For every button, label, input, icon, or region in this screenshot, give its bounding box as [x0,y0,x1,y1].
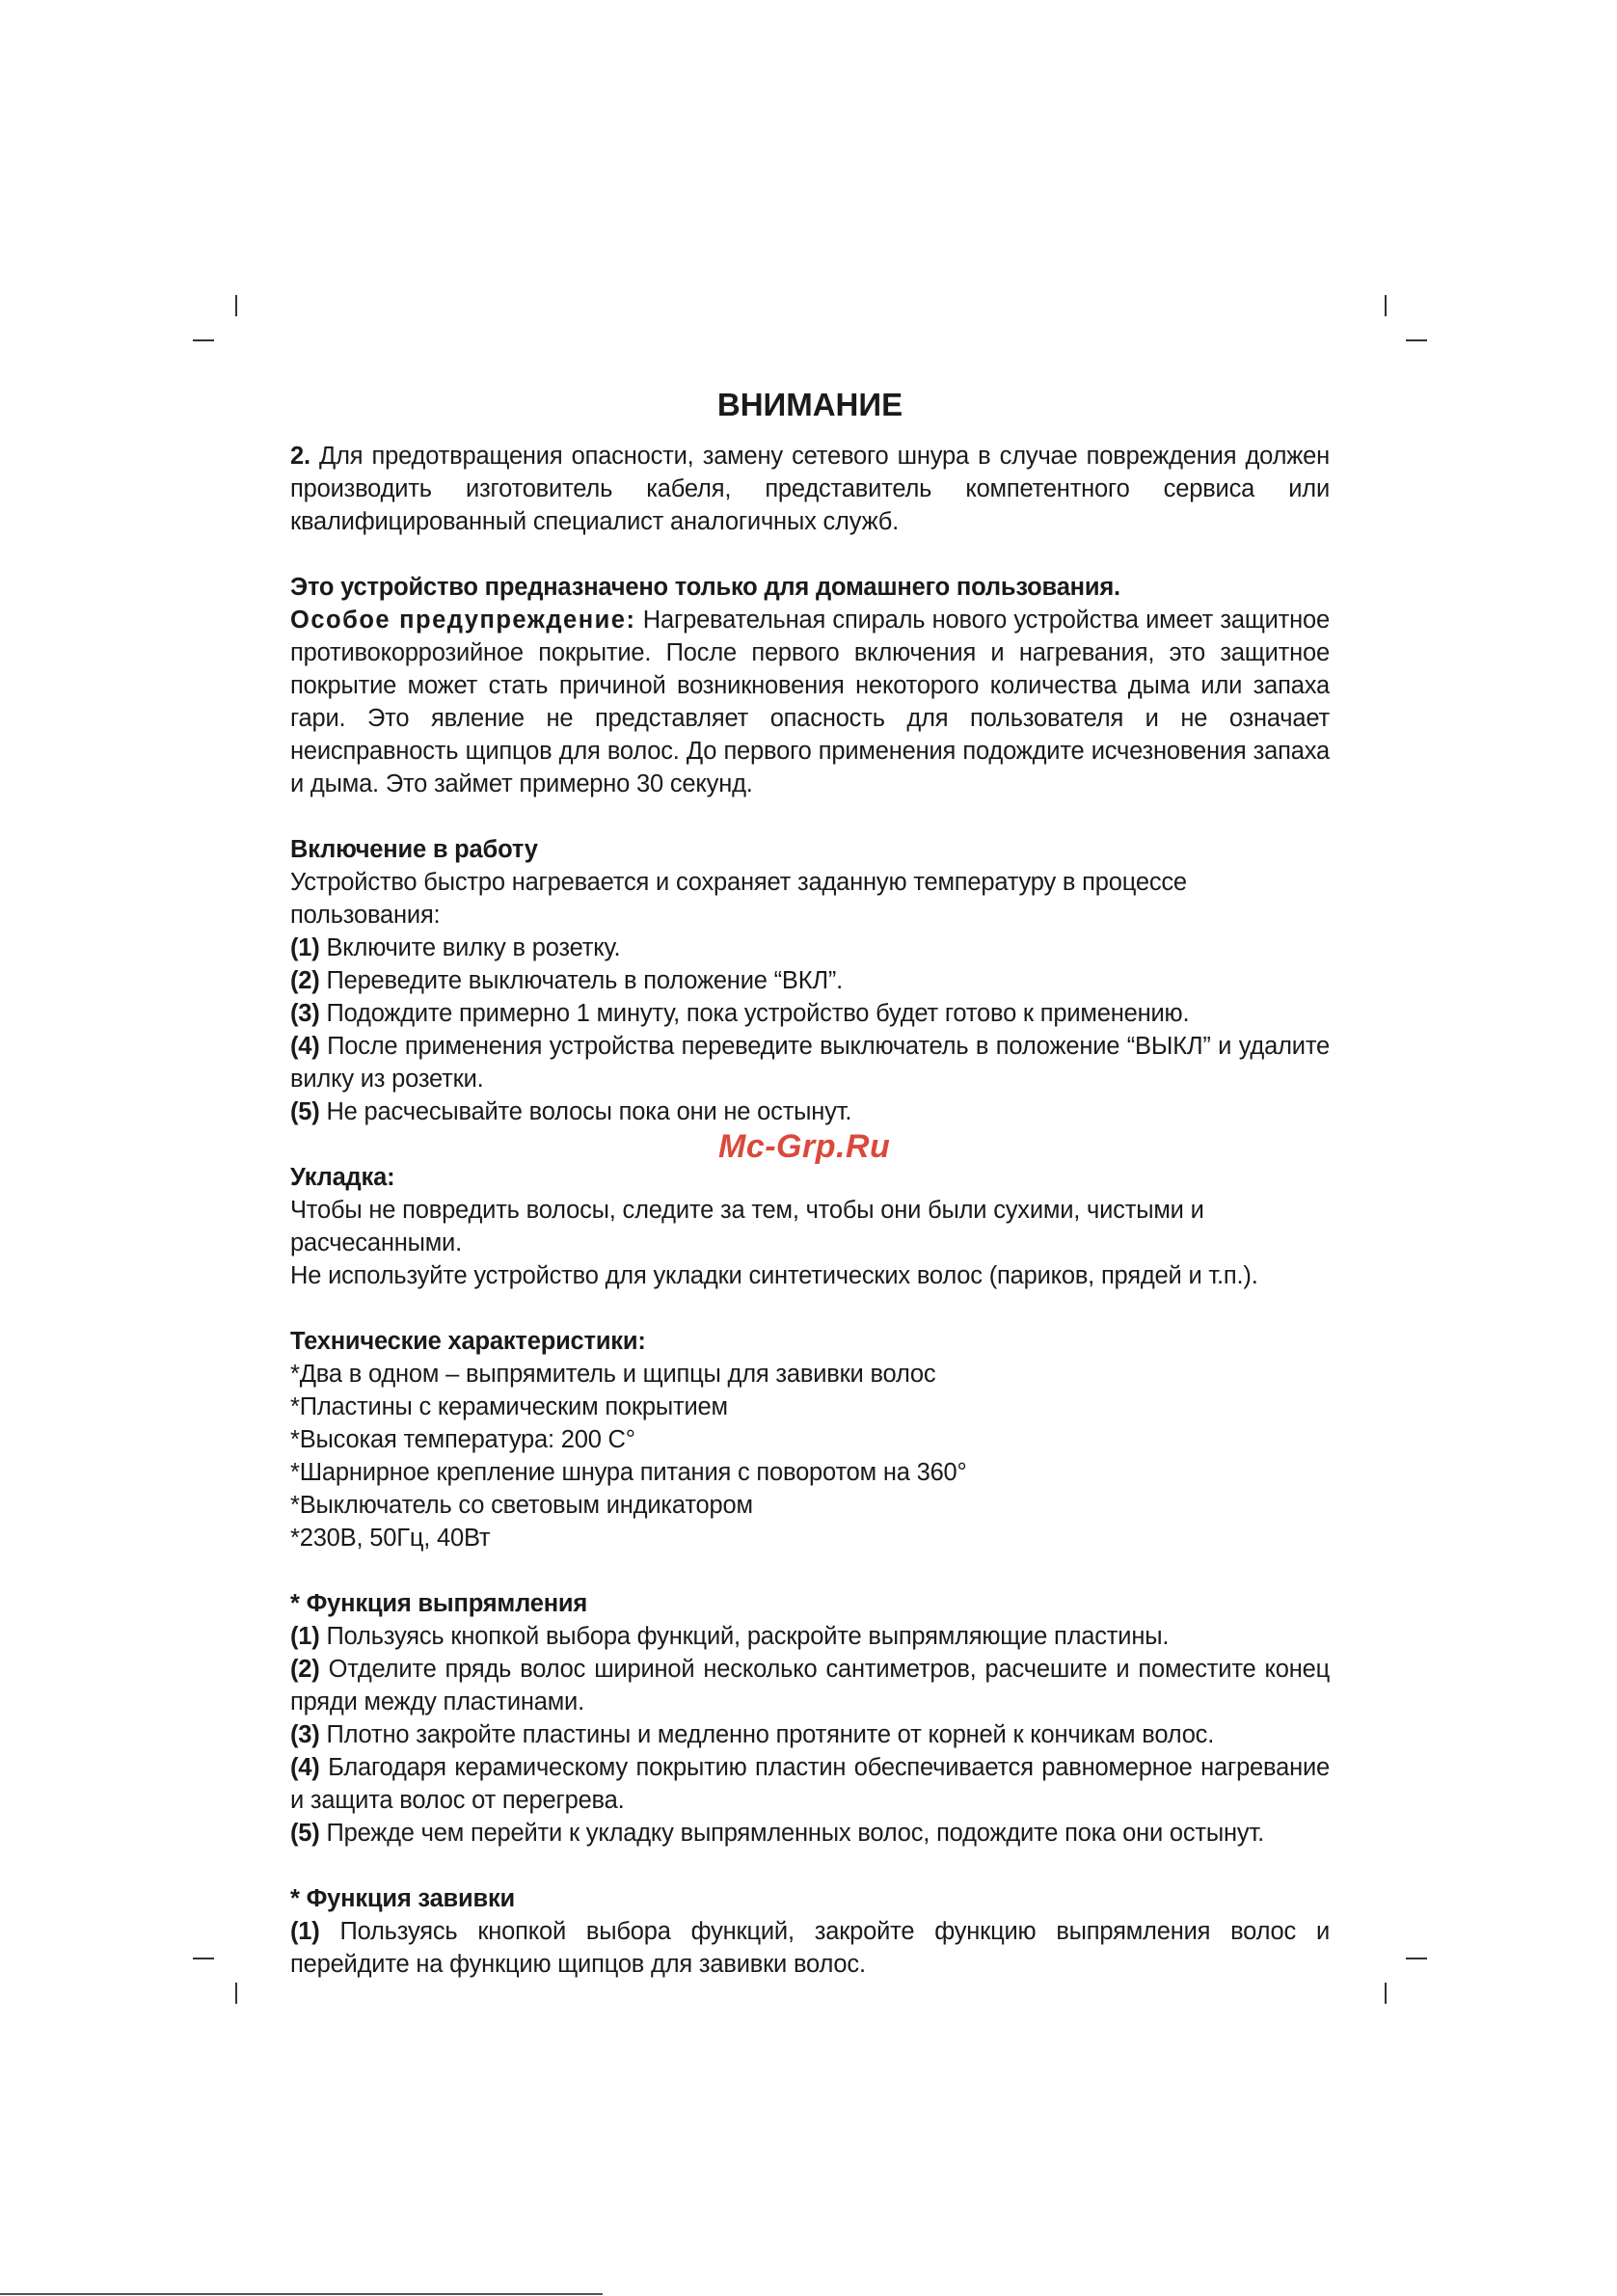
crop-mark-top-left-v [235,295,237,316]
bottom-edge-line [0,2293,603,2295]
list-item: (2) Отделите прядь волос шириной несколько сантиметров, расчешите и поместите конец пряди между пластинами. [290,1656,1330,1715]
list-item: (5) Прежде чем перейти к укладку выпрямленных волос, подождите пока они остынут. [290,1820,1264,1847]
crop-mark-bottom-right-v [1385,1983,1387,2004]
list-item: (1) Пользуясь кнопкой выбора функций, раскройте выпрямляющие пластины. [290,1623,1170,1650]
special-warning-text: Нагревательная спираль нового устройства имеет защитное противокоррозийное покрытие. После первого включения и нагревания, это защитное покрытие может стать причиной возникновения некоторого количества дыма или запаха гари. Это явление не представляет опасность для пользователя и не означает неисправность щипцов для волос. До первого применения подождите исчезновения запаха и дыма. Это займет примерно 30 секунд. [290,607,1330,797]
crop-mark-top-right-v [1385,295,1387,316]
spec-item: *Пластины с керамическим покрытием [290,1393,728,1420]
paragraph-text: Для предотвращения опасности, замену сетевого шнура в случае повреждения должен производить изготовитель кабеля, представитель компетентного сервиса или квалифицированный специалист аналогичных служб. [290,443,1330,535]
list-item: (5) Не расчесывайте волосы пока они не остынут. [290,1098,852,1125]
crop-mark-bottom-left-v [235,1983,237,2004]
list-item: (1) Пользуясь кнопкой выбора функций, закройте функцию выпрямления волос и перейдите на функцию щипцов для завивки волос. [290,1918,1330,1978]
spec-item: *230В, 50Гц, 40Вт [290,1525,491,1552]
styling-line: Не используйте устройство для укладки синтетических волос (париков, прядей и т.п.). [290,1262,1258,1289]
section-heading-curl: * Функция завивки [290,1885,516,1912]
list-item: (1) Включите вилку в розетку. [290,934,621,961]
spec-item: *Выключатель со световым индикатором [290,1492,753,1519]
paragraph-cord-replacement [290,440,1330,538]
crop-mark-bottom-right-h [1406,1958,1427,1959]
home-use-notice: Это устройство предназначено только для домашнего пользования. [290,574,1120,601]
special-warning-label: Особое предупреждение: [290,607,636,634]
page-title: ВНИМАНИЕ [716,387,903,422]
spec-item: *Два в одном – выпрямитель и щипцы для завивки волос [290,1361,936,1388]
watermark: Mc-Grp.Ru [718,1128,891,1165]
list-item: (3) Плотно закройте пластины и медленно протяните от корней к кончикам волос. [290,1721,1215,1748]
list-item: (3) Подождите примерно 1 минуту, пока устройство будет готово к применению. [290,1000,1190,1027]
section-heading-startup: Включение в работу [290,836,538,863]
list-item: (4) После применения устройства переведите выключатель в положение “ВЫКЛ” и удалите вилку из розетки. [290,1033,1330,1093]
section-heading-styling: Укладка: [290,1164,395,1191]
crop-mark-top-left-h [193,339,214,341]
list-item: (2) Переведите выключатель в положение “ВКЛ”. [290,967,844,994]
paragraph-number: 2. [290,443,310,470]
spec-item: *Шарнирное крепление шнура питания с поворотом на 360° [290,1459,967,1486]
section-heading-straighten: * Функция выпрямления [290,1590,588,1617]
spec-item: *Высокая температура: 200 С° [290,1426,635,1453]
startup-intro: Устройство быстро нагревается и сохраняет заданную температуру в процессе пользования: [290,869,1187,929]
section-heading-specs: Технические характеристики: [290,1328,646,1355]
crop-mark-bottom-left-h [193,1958,214,1959]
styling-line: Чтобы не повредить волосы, следите за тем, чтобы они были сухими, чистыми и расчесанными. [290,1197,1204,1256]
special-warning [290,604,1330,800]
manual-page [290,386,1330,1981]
list-item: (4) Благодаря керамическому покрытию пластин обеспечивается равномерное нагревание и защита волос от перегрева. [290,1754,1330,1814]
crop-mark-top-right-h [1406,339,1427,341]
